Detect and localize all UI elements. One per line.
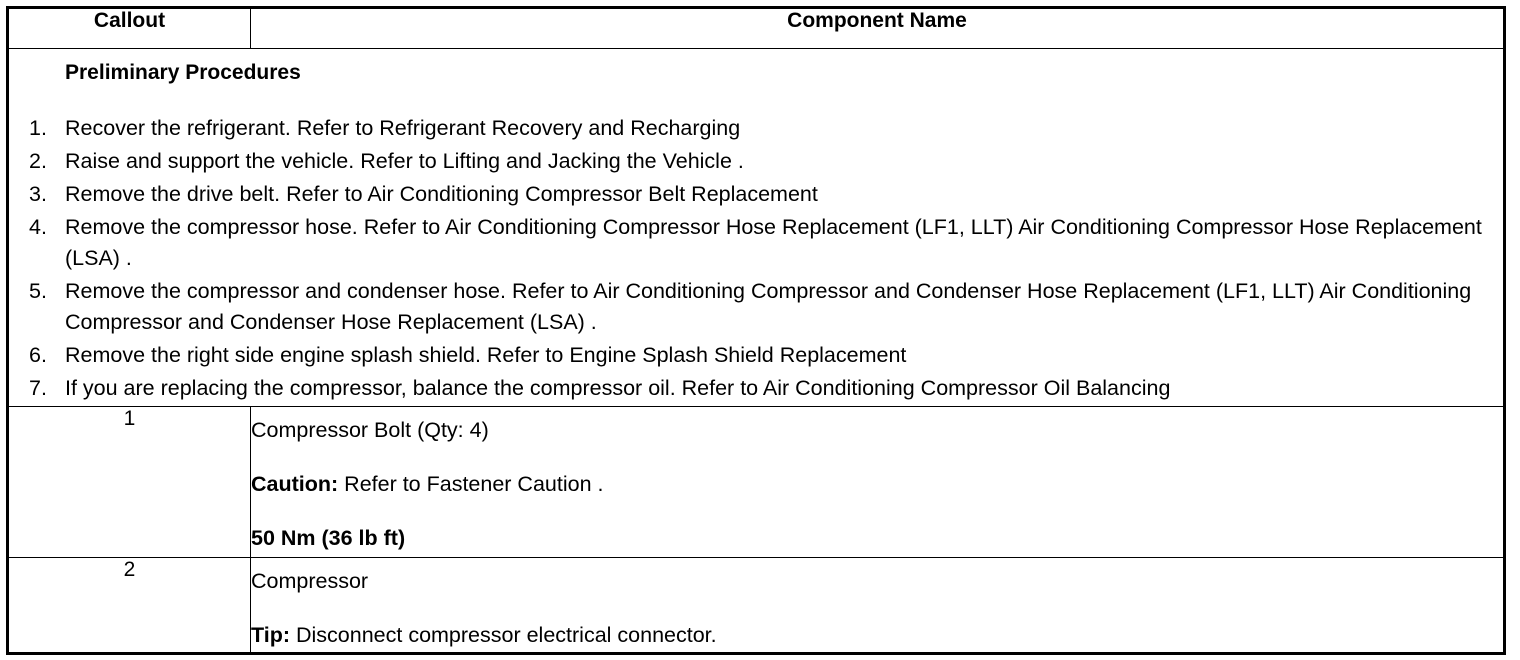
steps-list: [9, 113, 1503, 404]
header-callout: Callout: [8, 8, 251, 49]
step-item: [9, 179, 1503, 210]
step-item: [9, 146, 1503, 177]
component-name: Compressor Bolt (Qty: 4): [251, 418, 489, 442]
tip-label: Tip:: [251, 623, 291, 647]
tip-note: [251, 622, 1503, 648]
step-item: [9, 276, 1503, 338]
callout-cell: 1: [8, 407, 251, 558]
step-text: Remove the drive belt. Refer to Air Conditioning Compressor Belt Replacement: [65, 182, 818, 206]
component-cell: [251, 407, 1505, 558]
step-text: If you are replacing the compressor, balance the compressor oil. Refer to Air Conditioning Compressor Oil Balancing: [65, 376, 1171, 400]
step-item: [9, 212, 1503, 274]
torque-spec: 50 Nm (36 lb ft): [251, 526, 406, 550]
header-component-name: Component Name: [251, 8, 1505, 49]
step-text: Remove the right side engine splash shield. Refer to Engine Splash Shield Replacement: [65, 343, 907, 367]
step-number: 2.: [29, 149, 47, 173]
preliminary-cell: [8, 49, 1505, 407]
table-row: [8, 407, 1505, 558]
component-name: Compressor: [251, 569, 369, 593]
step-number: 1.: [29, 116, 47, 140]
callout-cell: 2: [8, 558, 251, 654]
component-cell: [251, 558, 1505, 654]
step-item: [9, 340, 1503, 371]
tip-text: Disconnect compressor electrical connector.: [290, 623, 717, 647]
step-text: Raise and support the vehicle. Refer to Lifting and Jacking the Vehicle .: [65, 149, 744, 173]
step-text: Remove the compressor hose. Refer to Air Conditioning Compressor Hose Replacement (LF1, LLT) Air Conditioning Compressor Hose Replacement (LSA) .: [65, 215, 1482, 270]
preliminary-title: Preliminary Procedures: [65, 61, 301, 84]
step-number: 3.: [29, 182, 47, 206]
table-row: [8, 558, 1505, 654]
preliminary-row: [8, 49, 1505, 407]
step-number: 5.: [29, 279, 47, 303]
caution-label: Caution:: [251, 472, 339, 496]
caution-note: [251, 471, 1503, 497]
procedure-table: [6, 6, 1506, 655]
step-text: Recover the refrigerant. Refer to Refrigerant Recovery and Recharging: [65, 116, 741, 140]
step-number: 4.: [29, 215, 47, 239]
step-number: 7.: [29, 376, 47, 400]
caution-text: Refer to Fastener Caution .: [338, 472, 604, 496]
step-item: [9, 373, 1503, 404]
step-item: [9, 113, 1503, 144]
step-number: 6.: [29, 343, 47, 367]
header-row: [8, 8, 1505, 49]
step-text: Remove the compressor and condenser hose. Refer to Air Conditioning Compressor and Condenser Hose Replacement (LF1, LLT) Air Conditioning Compressor and Condenser Hose Replacement (LSA) .: [65, 279, 1472, 334]
